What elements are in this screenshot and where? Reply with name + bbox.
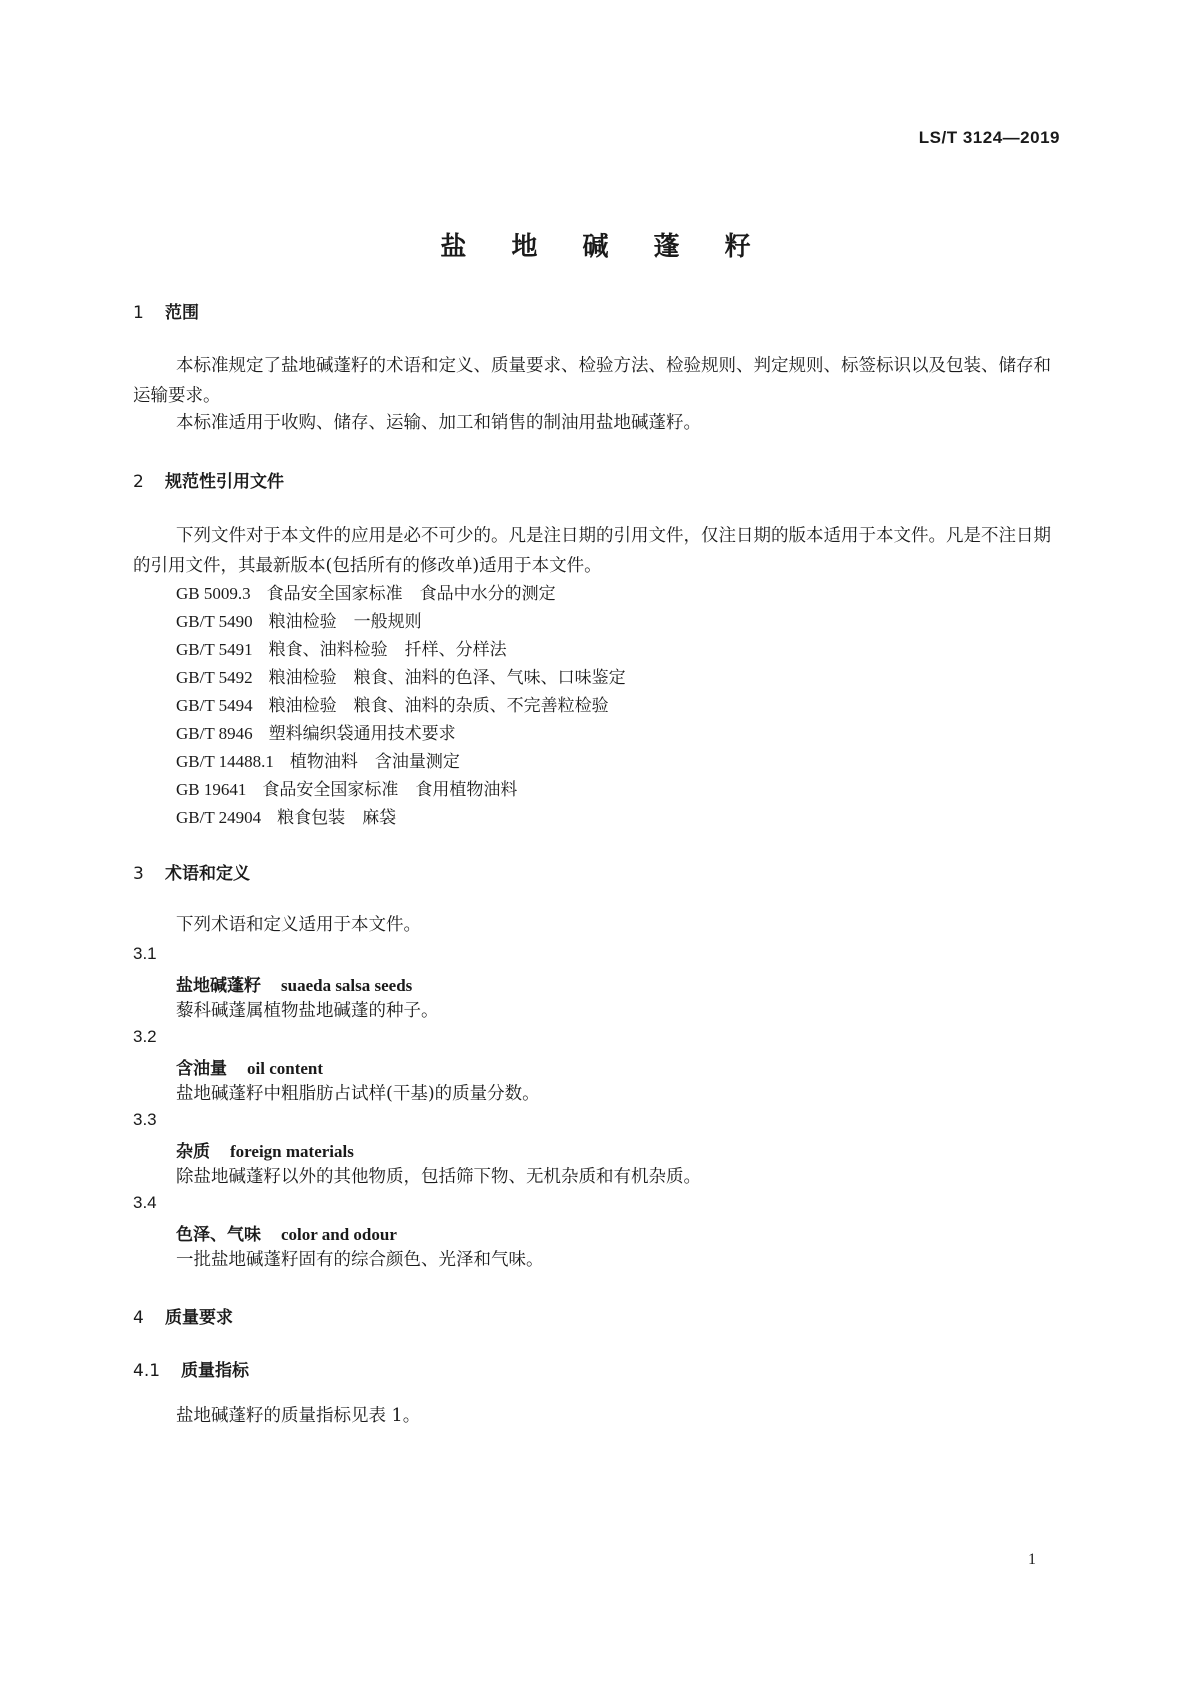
reference-title: 植物油料 含油量测定 bbox=[289, 752, 460, 772]
term-name bbox=[176, 1137, 354, 1162]
reference-title: 塑料编织袋通用技术要求 bbox=[268, 724, 456, 744]
section-title: 规范性引用文件 bbox=[165, 472, 284, 492]
section-3-heading bbox=[133, 859, 250, 884]
term-definition: 盐地碱蓬籽中粗脂肪占试样(干基)的质量分数。 bbox=[176, 1084, 540, 1104]
page-number: 1 bbox=[1028, 1551, 1036, 1568]
reference-title: 粮油检验 粮食、油料的杂质、不完善粒检验 bbox=[268, 696, 609, 716]
reference-code: GB/T 5492 bbox=[176, 668, 253, 687]
reference-item bbox=[176, 747, 460, 772]
reference-title: 粮油检验 粮食、油料的色泽、气味、口味鉴定 bbox=[268, 668, 626, 688]
reference-code: GB/T 5494 bbox=[176, 696, 253, 715]
reference-code: GB/T 5490 bbox=[176, 612, 253, 631]
reference-item bbox=[176, 803, 396, 828]
standard-code: LS/T 3124—2019 bbox=[918, 128, 1060, 147]
term-number: 3.4 bbox=[133, 1193, 157, 1212]
reference-title: 食品安全国家标准 食品中水分的测定 bbox=[266, 584, 556, 604]
section-number: 4 bbox=[133, 1308, 144, 1328]
term-number: 3.2 bbox=[133, 1027, 157, 1046]
term-name-en: suaeda salsa seeds bbox=[281, 976, 413, 995]
section-1-paragraph-1: 本标准规定了盐地碱蓬籽的术语和定义、质量要求、检验方法、检验规则、判定规则、标签标识以及包装、储存和运输要求。 bbox=[133, 356, 1051, 406]
subsection-number: 4.1 bbox=[133, 1361, 161, 1381]
reference-item bbox=[176, 607, 422, 632]
section-1-heading bbox=[133, 298, 199, 323]
section-number: 2 bbox=[133, 472, 144, 492]
term-name-zh: 杂质 bbox=[176, 1142, 210, 1162]
term-definition: 一批盐地碱蓬籽固有的综合颜色、光泽和气味。 bbox=[176, 1250, 544, 1270]
term-name-en: color and odour bbox=[281, 1225, 397, 1244]
term-name-en: foreign materials bbox=[230, 1142, 354, 1161]
section-4-1-heading bbox=[133, 1356, 249, 1381]
term-name-zh: 含油量 bbox=[176, 1059, 227, 1079]
term-name-zh: 色泽、气味 bbox=[176, 1225, 261, 1245]
term-name bbox=[176, 971, 412, 996]
reference-code: GB 19641 bbox=[176, 780, 247, 799]
section-title: 范围 bbox=[165, 303, 199, 323]
term-definition: 藜科碱蓬属植物盐地碱蓬的种子。 bbox=[176, 1001, 439, 1021]
section-number: 1 bbox=[133, 303, 144, 323]
reference-code: GB/T 5491 bbox=[176, 640, 253, 659]
reference-item bbox=[176, 719, 456, 744]
reference-code: GB/T 24904 bbox=[176, 808, 262, 827]
section-4-heading bbox=[133, 1303, 233, 1328]
section-2-paragraph-1: 下列文件对于本文件的应用是必不可少的。凡是注日期的引用文件，仅注日期的版本适用于本文件。凡是不注日期的引用文件，其最新版本(包括所有的修改单)适用于本文件。 bbox=[133, 526, 1051, 576]
term-number: 3.3 bbox=[133, 1110, 157, 1129]
reference-item bbox=[176, 635, 507, 660]
subsection-title: 质量指标 bbox=[181, 1361, 249, 1381]
reference-item bbox=[176, 775, 517, 800]
section-title: 术语和定义 bbox=[165, 864, 250, 884]
section-1-paragraph-2: 本标准适用于收购、储存、运输、加工和销售的制油用盐地碱蓬籽。 bbox=[176, 413, 701, 433]
section-number: 3 bbox=[133, 864, 144, 884]
term-number: 3.1 bbox=[133, 944, 157, 963]
term-name-en: oil content bbox=[247, 1059, 324, 1078]
term-name bbox=[176, 1220, 397, 1245]
reference-code: GB/T 14488.1 bbox=[176, 752, 274, 771]
reference-item bbox=[176, 691, 609, 716]
section-title: 质量要求 bbox=[165, 1308, 233, 1328]
section-4-1-paragraph-1: 盐地碱蓬籽的质量指标见表 1。 bbox=[176, 1406, 421, 1426]
section-2-heading bbox=[133, 467, 284, 492]
term-name bbox=[176, 1054, 323, 1079]
reference-code: GB 5009.3 bbox=[176, 584, 251, 603]
reference-title: 粮油检验 一般规则 bbox=[268, 612, 422, 632]
reference-title: 粮食、油料检验 扦样、分样法 bbox=[268, 640, 507, 660]
reference-item bbox=[176, 579, 556, 604]
section-3-paragraph-1: 下列术语和定义适用于本文件。 bbox=[176, 915, 421, 935]
reference-title: 食品安全国家标准 食用植物油料 bbox=[262, 780, 518, 800]
reference-item bbox=[176, 663, 626, 688]
term-name-zh: 盐地碱蓬籽 bbox=[176, 976, 261, 996]
term-definition: 除盐地碱蓬籽以外的其他物质，包括筛下物、无机杂质和有机杂质。 bbox=[176, 1167, 701, 1187]
document-title: 盐 地 碱 蓬 籽 bbox=[440, 232, 769, 262]
reference-title: 粮食包装 麻袋 bbox=[277, 808, 397, 828]
reference-code: GB/T 8946 bbox=[176, 724, 253, 743]
